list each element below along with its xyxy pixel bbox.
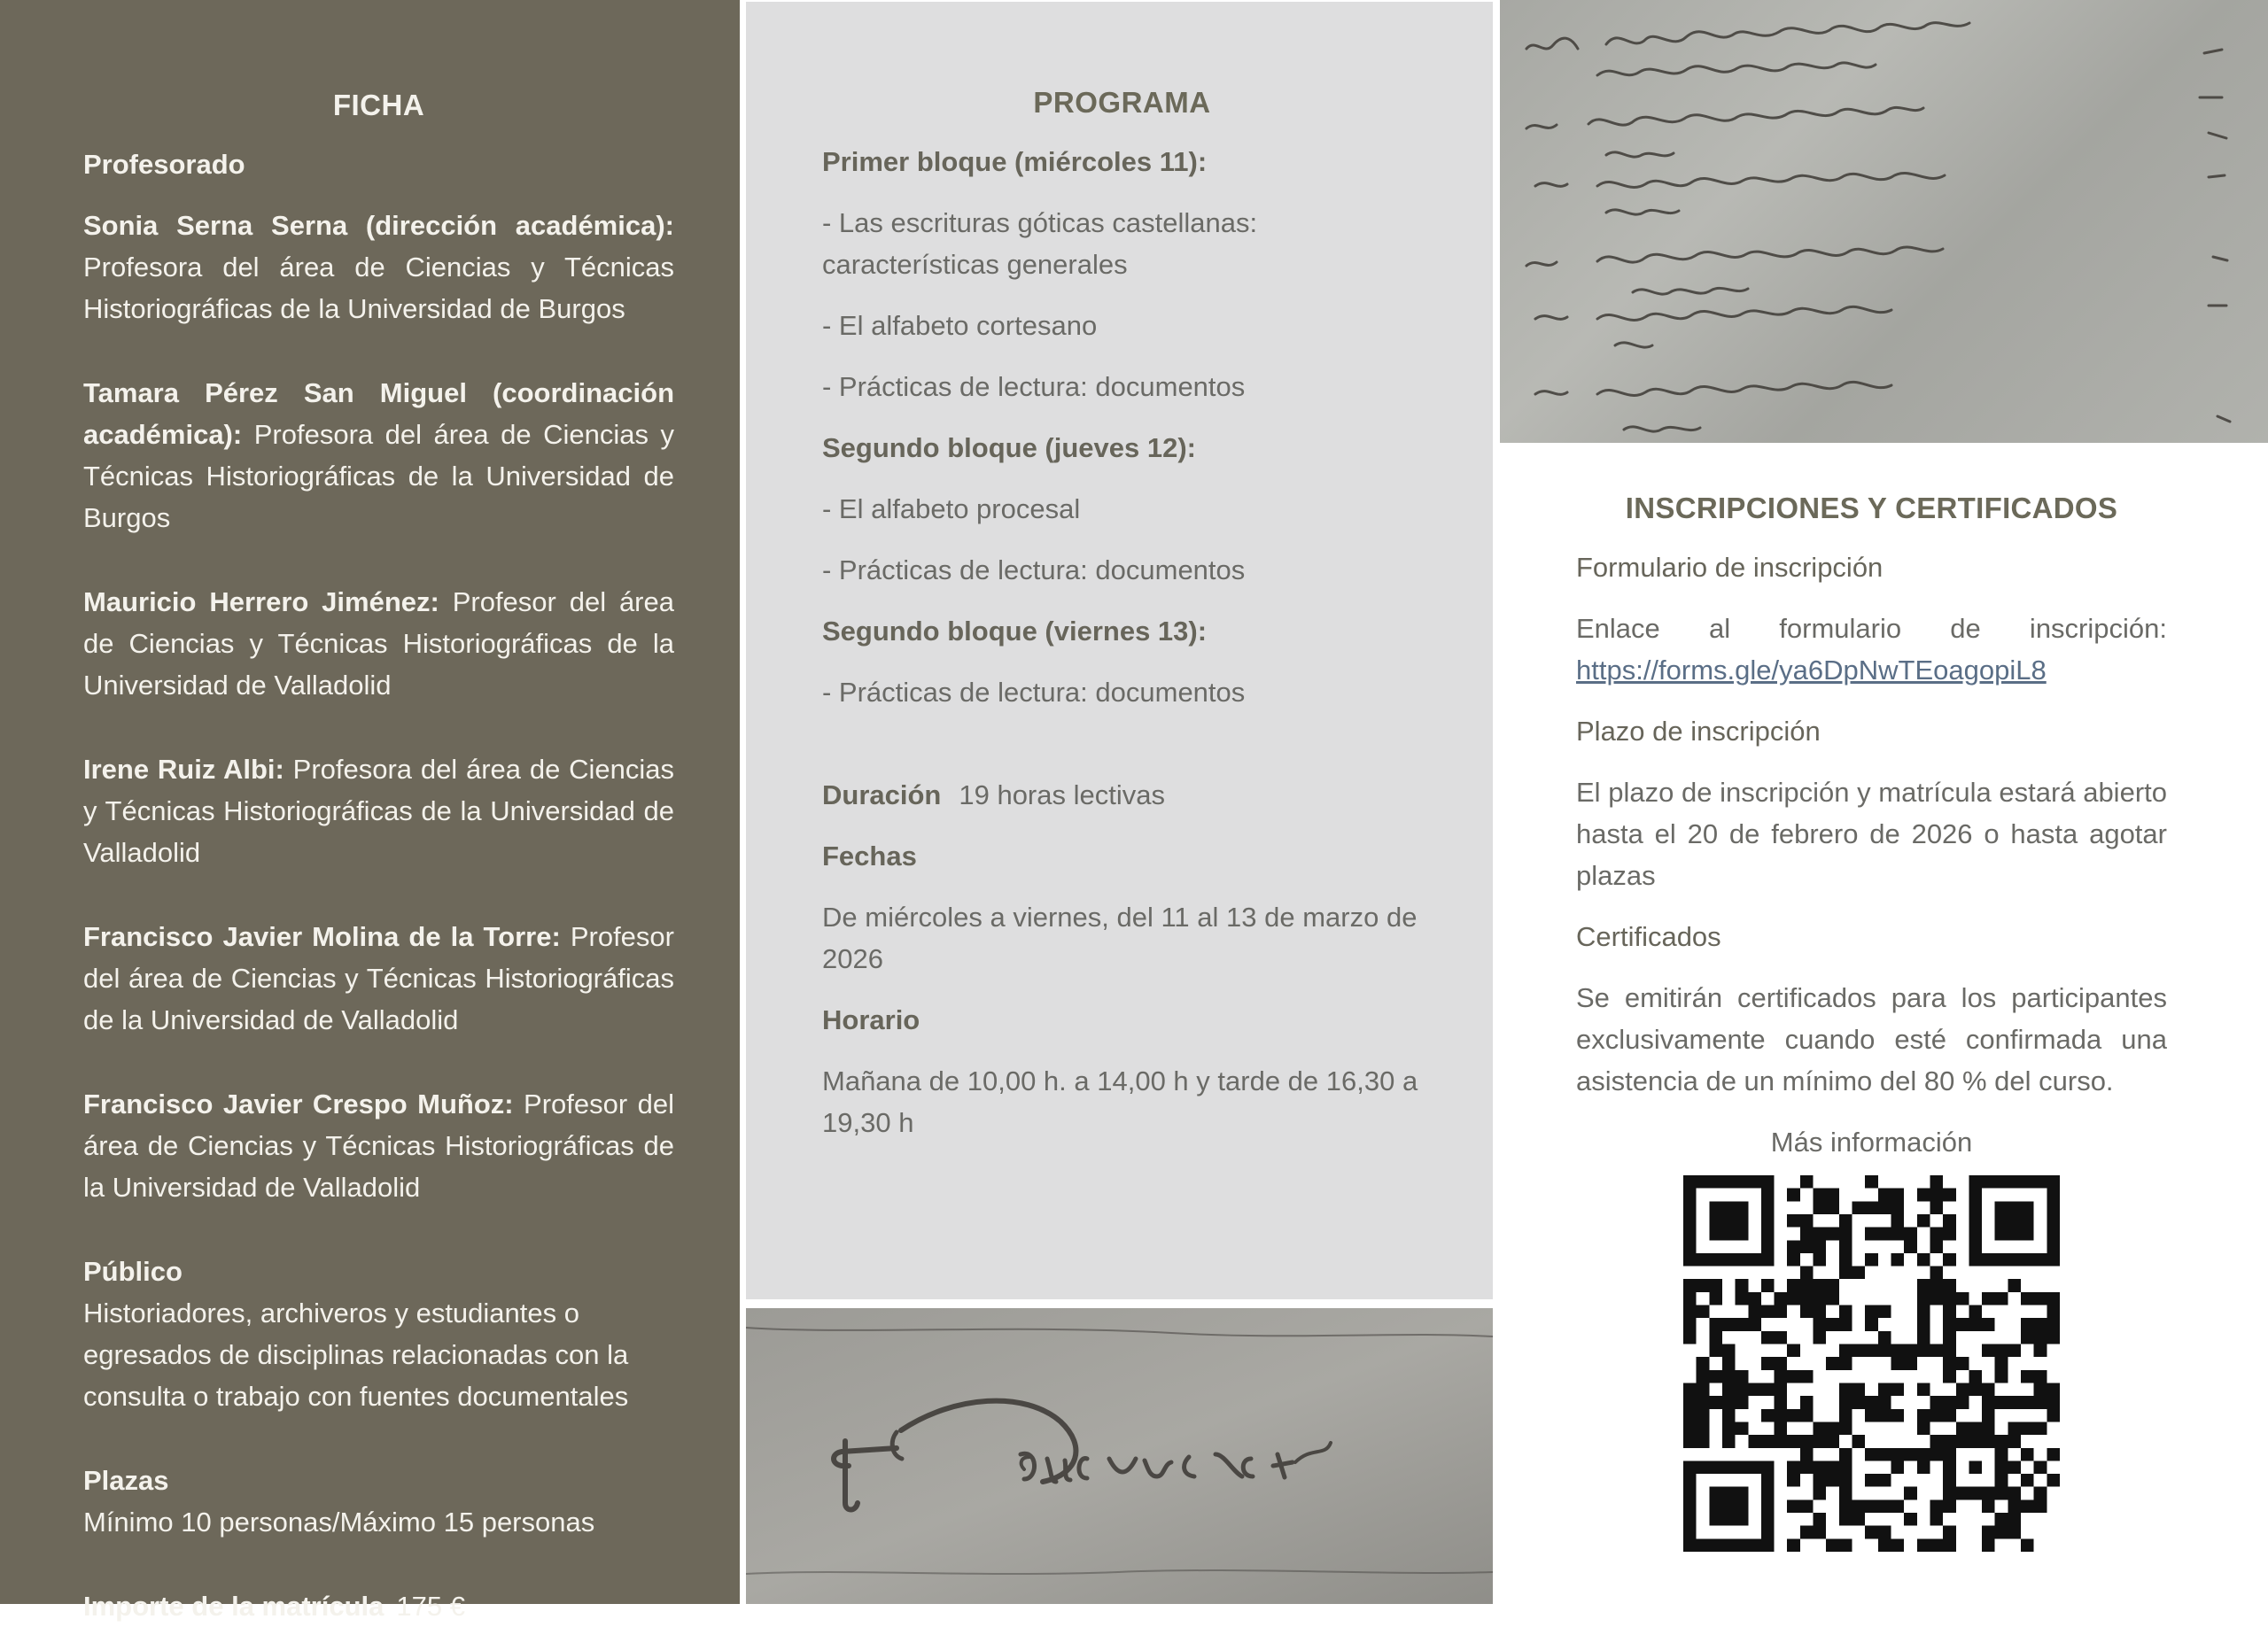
publico-label: Público <box>83 1256 183 1287</box>
professor-entry <box>83 748 674 873</box>
professor-entry <box>83 1083 674 1208</box>
duracion-row <box>822 774 1422 816</box>
enlace-paragraph <box>1576 608 2167 691</box>
professor-role: Profesor del área de Ciencias y Técnicas Historiográficas de la Universidad de Valladolid <box>83 1089 674 1203</box>
programa-item: - Prácticas de lectura: documentos <box>822 677 1246 708</box>
duracion-value: 19 horas lectivas <box>959 779 1165 810</box>
spacer <box>822 732 1422 774</box>
programa-item: - El alfabeto cortesano <box>822 310 1098 341</box>
professor-role: Profesora del área de Ciencias y Técnicas Historiográficas de la Universidad de Burgos <box>83 252 674 324</box>
plazo-label: Plazo de inscripción <box>1576 716 1821 747</box>
importe-value: 175 € <box>396 1591 465 1622</box>
professor-name: Francisco Javier Crespo Muñoz: <box>83 1089 514 1120</box>
bloque-title: Segundo bloque (viernes 13): <box>822 616 1208 647</box>
programa-item: - Las escrituras góticas castellanas: características generales <box>822 207 1258 280</box>
programa-item: - El alfabeto procesal <box>822 493 1081 524</box>
professor-name: Francisco Javier Molina de la Torre: <box>83 921 561 952</box>
ficha-panel <box>0 0 740 1622</box>
certificados-label: Certificados <box>1576 921 1721 952</box>
professor-entry <box>83 916 674 1041</box>
enlace-text: Enlace al formulario de inscripción: <box>1576 613 2167 644</box>
professor-role: Profesor del área de Ciencias y Técnicas Historiográficas de la Universidad de Valladolid <box>83 586 674 701</box>
fechas-value: De miércoles a viernes, del 11 al 13 de marzo de 2026 <box>822 902 1418 974</box>
form-link[interactable]: https://forms.gle/ya6DpNwTEoagopiL8 <box>1576 655 2047 686</box>
professor-name: Tamara Pérez San Miguel (coordinación académica): <box>83 377 674 450</box>
manuscript-handwriting <box>746 1308 1493 1604</box>
horario-label: Horario <box>822 1004 920 1035</box>
manuscript-image-bottom <box>746 1308 1493 1604</box>
programa-item: - Prácticas de lectura: documentos <box>822 371 1246 402</box>
importe-row <box>83 1585 674 1627</box>
formulario-label: Formulario de inscripción <box>1576 552 1884 583</box>
plazas-label: Plazas <box>83 1465 169 1496</box>
bloque-title: Primer bloque (miércoles 11): <box>822 146 1208 177</box>
professor-entry <box>83 372 674 538</box>
certificados-text: Se emitirán certificados para los participantes exclusivamente cuando esté confirmada una asistencia de un mínimo del 80 % del curso. <box>1576 982 2167 1096</box>
plazas-text: Mínimo 10 personas/Máximo 15 personas <box>83 1507 595 1538</box>
publico-text: Historiadores, archiveros y estudiantes o egresados de disciplinas relacionadas con la consulta o trabajo con fuentes documentales <box>83 1298 629 1412</box>
fechas-label: Fechas <box>822 841 917 872</box>
professor-role: Profesora del área de Ciencias y Técnicas Historiográficas de la Universidad de Burgos <box>83 419 674 533</box>
horario-value: Mañana de 10,00 h. a 14,00 h y tarde de 16,30 a 19,30 h <box>822 1065 1418 1138</box>
professor-name: Mauricio Herrero Jiménez: <box>83 586 439 617</box>
plazo-text: El plazo de inscripción y matrícula estará abierto hasta el 20 de febrero de 2026 o hasta agotar plazas <box>1576 777 2167 891</box>
professor-entry <box>83 205 674 329</box>
duracion-label: Duración <box>822 779 942 810</box>
professor-role: Profesor del área de Ciencias y Técnicas Historiográficas de la Universidad de Valladolid <box>83 921 674 1035</box>
inscripciones-title: INSCRIPCIONES Y CERTIFICADOS <box>1625 492 2118 524</box>
programa-title: PROGRAMA <box>1033 86 1211 119</box>
mas-informacion-label: Más información <box>1770 1127 1973 1158</box>
programa-panel <box>746 2 1493 1299</box>
bloque-title: Segundo bloque (jueves 12): <box>822 432 1196 463</box>
importe-label: Importe de la matrícula <box>83 1591 384 1622</box>
ficha-title: FICHA <box>332 89 425 121</box>
professor-name: Sonia Serna Serna (dirección académica): <box>83 210 674 241</box>
inscripciones-panel <box>1500 443 2268 1604</box>
qr-code-icon[interactable] <box>1683 1175 2060 1552</box>
professor-entry <box>83 581 674 706</box>
professor-role: Profesora del área de Ciencias y Técnicas Historiográficas de la Universidad de Valladolid <box>83 754 674 868</box>
professor-name: Irene Ruiz Albi: <box>83 754 284 785</box>
manuscript-handwriting <box>1500 0 2268 443</box>
qr-wrapper <box>1576 1175 2167 1552</box>
manuscript-image-top <box>1500 0 2268 443</box>
programa-item: - Prácticas de lectura: documentos <box>822 554 1246 585</box>
profesorado-label: Profesorado <box>83 149 245 180</box>
